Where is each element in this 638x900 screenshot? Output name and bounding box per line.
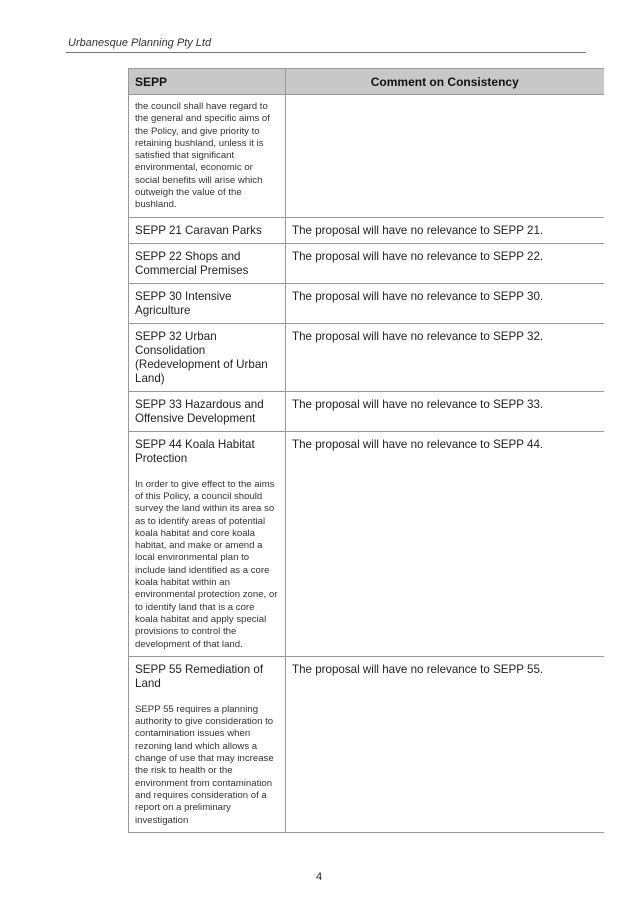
sepp-title: SEPP 22 Shops and Commercial Premises (135, 249, 249, 277)
table-row (129, 217, 604, 243)
sepp-title: SEPP 30 Intensive Agriculture (135, 289, 232, 317)
sepp-cell (129, 217, 286, 243)
comment-text: The proposal will have no relevance to SEPP 30. (292, 289, 544, 303)
sepp-title: SEPP 55 Remediation of Land (135, 662, 264, 690)
sepp-table (128, 68, 604, 833)
comment-cell (286, 95, 604, 218)
table-row (129, 431, 604, 656)
comment-text: The proposal will have no relevance to SEPP 33. (292, 397, 544, 411)
column-header-sepp: SEPP (129, 69, 286, 95)
sepp-cell (129, 323, 286, 391)
table-row (129, 391, 604, 431)
comment-cell (286, 656, 604, 832)
sepp-cell (129, 391, 286, 431)
running-header: Urbanesque Planning Pty Ltd (68, 37, 212, 49)
table-row (129, 283, 604, 323)
comment-cell (286, 217, 604, 243)
header-divider (66, 52, 586, 53)
comment-text: The proposal will have no relevance to SEPP 44. (292, 437, 544, 451)
comment-cell (286, 283, 604, 323)
comment-cell (286, 391, 604, 431)
sepp-description: the council shall have regard to the general and specific aims of the Policy, and give priority to retaining bushland, unless it is satisfied that significant environmental, economic or social benefits will arise which outweigh the value of the bushland. (135, 101, 270, 211)
table-row (129, 656, 604, 832)
sepp-cell (129, 431, 286, 656)
comment-cell (286, 243, 604, 283)
column-header-comment: Comment on Consistency (286, 69, 604, 95)
comment-text: The proposal will have no relevance to SEPP 21. (292, 223, 544, 237)
sepp-title: SEPP 33 Hazardous and Offensive Development (135, 397, 264, 425)
comment-text: The proposal will have no relevance to SEPP 22. (292, 249, 544, 263)
sepp-cell (129, 243, 286, 283)
page-number: 4 (315, 871, 323, 883)
sepp-title: SEPP 32 Urban Consolidation (Redevelopment of Urban Land) (135, 329, 268, 385)
sepp-title: SEPP 44 Koala Habitat Protection (135, 437, 255, 465)
sepp-cell (129, 283, 286, 323)
table-row (129, 243, 604, 283)
sepp-description: In order to give effect to the aims of this Policy, a council should survey the land within its area so as to identify areas of potential koala habitat and core koala habitat, and make or amend a local environmental plan to include land identified as a core koala habitat within an environmental protection zone, or to identify land that is a core koala habitat and apply special provisions to control the development of that land. (135, 478, 278, 650)
comment-cell (286, 431, 604, 656)
sepp-cell (129, 95, 286, 218)
comment-text: The proposal will have no relevance to SEPP 32. (292, 329, 544, 343)
sepp-title: SEPP 21 Caravan Parks (135, 223, 262, 237)
table-row (129, 323, 604, 391)
sepp-description: SEPP 55 requires a planning authority to give consideration to contamination issues when rezoning land which allows a change of use that may increase the risk to health or the environment from contamination and requires consideration of a report on a preliminary investigation (135, 703, 274, 826)
comment-text: The proposal will have no relevance to SEPP 55. (292, 662, 544, 676)
table-header-row (129, 69, 604, 95)
sepp-cell (129, 656, 286, 832)
comment-cell (286, 323, 604, 391)
table-row (129, 95, 604, 218)
